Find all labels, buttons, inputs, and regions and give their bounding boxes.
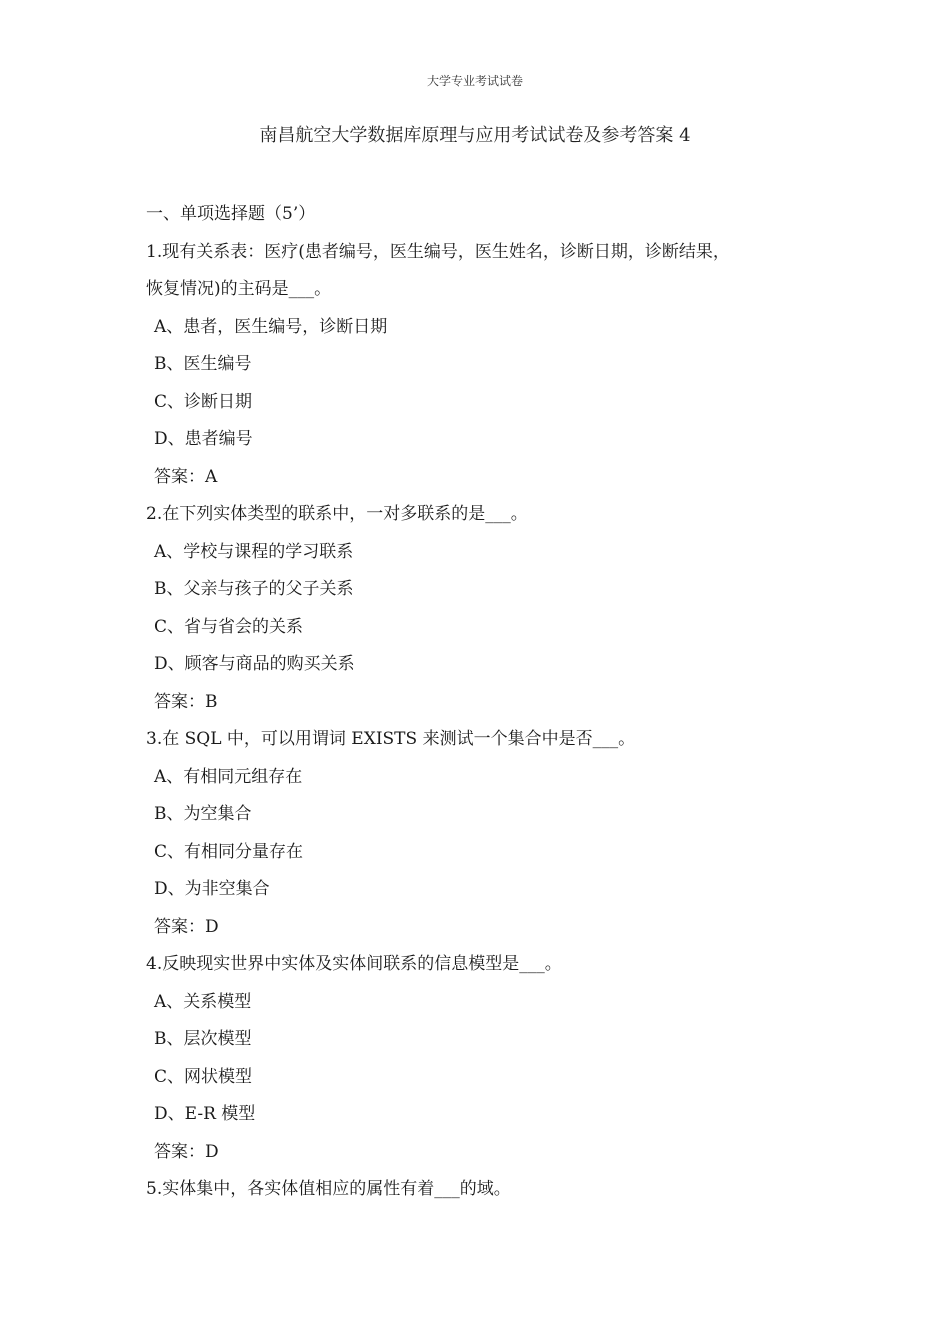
question-2 xyxy=(146,496,816,721)
option-b: B、为空集合 xyxy=(154,804,252,824)
option-a: A、学校与课程的学习联系 xyxy=(154,541,354,562)
question-5 xyxy=(146,1171,816,1209)
answer: 答案：D xyxy=(154,916,219,937)
option-c: C、省与省会的关系 xyxy=(154,616,304,637)
option-d: D、为非空集合 xyxy=(154,879,270,899)
section-heading: 一、单项选择题（5’） xyxy=(146,204,316,224)
option-b: B、层次模型 xyxy=(154,1029,252,1049)
question-stem: 3.在 SQL 中，可以用谓词 EXISTS 来测试一个集合中是否___。 xyxy=(146,729,636,749)
answer: 答案：A xyxy=(154,466,218,487)
question-3 xyxy=(146,721,816,946)
document-title: 南昌航空大学数据库原理与应用考试试卷及参考答案 4 xyxy=(259,125,691,146)
question-4 xyxy=(146,946,816,1171)
page-header: 大学专业考试试卷 xyxy=(426,74,523,88)
option-c: C、网状模型 xyxy=(154,1066,253,1087)
question-1 xyxy=(146,234,816,497)
answer: 答案：B xyxy=(154,691,218,712)
option-c: C、诊断日期 xyxy=(154,391,253,412)
option-b: B、医生编号 xyxy=(154,354,252,374)
question-stem: 4.反映现实世界中实体及实体间联系的信息模型是___。 xyxy=(146,954,562,974)
answer: 答案：D xyxy=(154,1141,219,1162)
question-stem: 5.实体集中，各实体值相应的属性有着___的域。 xyxy=(146,1179,511,1199)
option-a: A、关系模型 xyxy=(154,991,252,1012)
question-stem: 2.在下列实体类型的联系中，一对多联系的是___。 xyxy=(146,504,528,524)
option-c: C、有相同分量存在 xyxy=(154,841,304,862)
option-a: A、患者，医生编号，诊断日期 xyxy=(154,316,388,337)
option-d: D、E-R 模型 xyxy=(154,1104,256,1124)
question-stem: 恢复情况)的主码是___。 xyxy=(146,279,332,299)
option-a: A、有相同元组存在 xyxy=(154,766,303,787)
question-stem: 1.现有关系表：医疗(患者编号，医生编号，医生姓名，诊断日期，诊断结果， xyxy=(146,241,730,262)
option-d: D、患者编号 xyxy=(154,429,253,449)
document-body xyxy=(146,196,816,1209)
option-b: B、父亲与孩子的父子关系 xyxy=(154,579,354,599)
option-d: D、顾客与商品的购买关系 xyxy=(154,654,355,674)
